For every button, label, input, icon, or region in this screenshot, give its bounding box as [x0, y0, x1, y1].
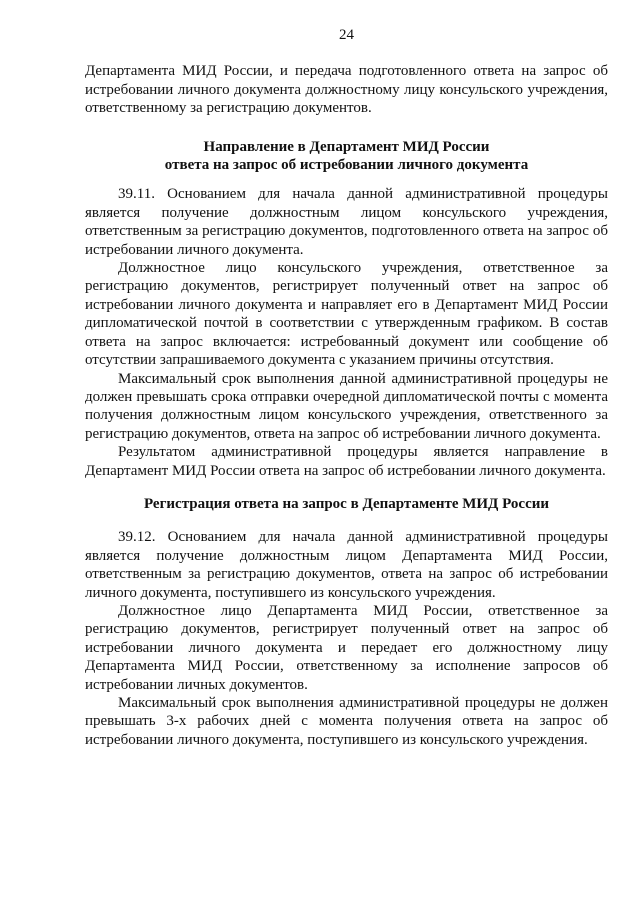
paragraph-continuation: Департамента МИД России, и передача подготовленного ответа на запрос об истребовании личного документа должностному лицу консульского учреждения, ответственному за регистрацию документов. — [85, 63, 608, 117]
section-heading-registracia — [85, 495, 608, 513]
heading-line: Регистрация ответа на запрос в Департаменте МИД России — [143, 495, 550, 512]
paragraph-dolzhnostnoe-lico-konsulskogo: Должностное лицо консульского учреждения, ответственное за регистрацию документов, регистрирует полученный ответ на запрос об истребовании личного документа и направляет его в Департамент МИД России дипломатической почтой в соответствии с утвержденным графиком. В состав ответа на запрос включается: истребованный документ или сообщение об отсутствии запрашиваемого документа с указанием причины отсутствия. — [85, 260, 608, 369]
paragraph-dolzhnostnoe-lico-departamenta: Должностное лицо Департамента МИД России, ответственное за регистрацию документов, регистрирует полученный ответ на запрос об истребовании личного документа и передает его должностному лицу Департамента МИД России, ответственному за исполнение запросов об истребовании личных документов. — [85, 602, 608, 693]
paragraph-maksimalny-srok-2: Максимальный срок выполнения административной процедуры не должен превышать 3-х рабочих дней с момента получения ответа на запрос об истребовании личного документа, поступившего из консульского учреждения. — [85, 695, 608, 748]
heading-line: Направление в Департамент МИД России — [203, 138, 490, 155]
paragraph-39-12: 39.12. Основанием для начала данной административной процедуры является получение должностным лицом Департамента МИД России, ответственным за регистрацию документов, ответа на запрос об истребовании личного документа, поступившего из консульского учреждения. — [85, 529, 608, 601]
document-content — [85, 62, 608, 749]
section-heading-napravlenie — [85, 138, 608, 175]
paragraph-maksimalny-srok-1: Максимальный срок выполнения данной административной процедуры не должен превышать срока отправки очередной дипломатической почты с момента получения должностным лицом консульского учреждения, ответственного за регистрацию документов, ответа на запрос об истребовании личного документа. — [85, 370, 608, 442]
page-number: 24 — [339, 27, 354, 43]
paragraph-39-11: 39.11. Основанием для начала данной административной процедуры является получение должностным лицом консульского учреждения, ответственным за регистрацию документов, подготовленного ответа на запрос об истребовании личного документа. — [85, 186, 608, 258]
paragraph-rezultat: Результатом административной процедуры является направление в Департамент МИД России ответа на запрос об истребовании личного документа. — [85, 444, 608, 479]
heading-line: ответа на запрос об истребовании личного документа — [164, 157, 529, 174]
